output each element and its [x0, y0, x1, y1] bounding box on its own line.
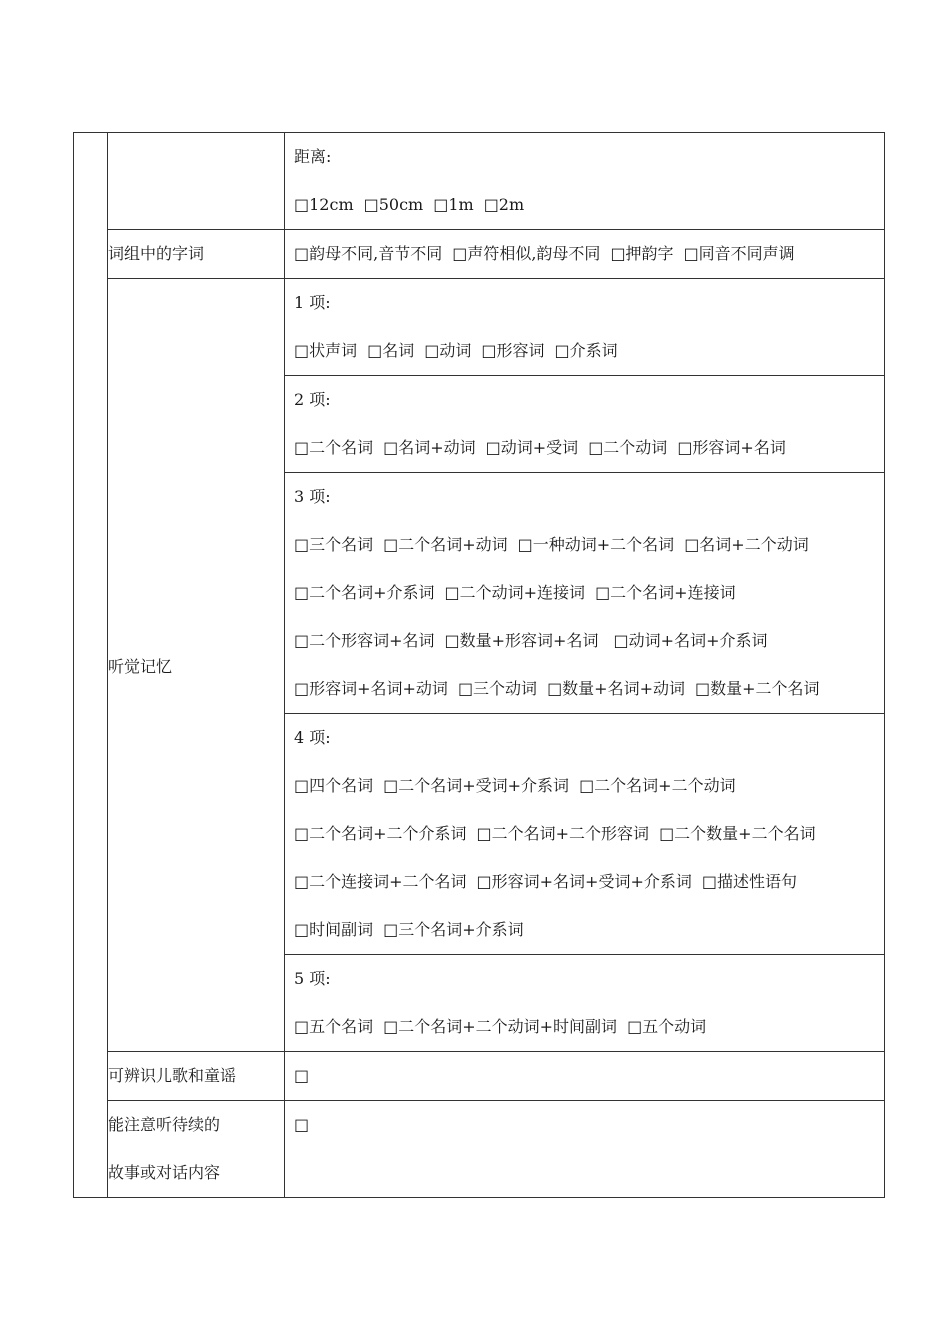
checkbox-option[interactable]: □二个名词+介系词: [294, 583, 435, 602]
item-label-line: 故事或对话内容: [108, 1163, 221, 1182]
checkbox-option[interactable]: □二个名词+二个动词: [579, 776, 736, 795]
item-label-line: 可辨识儿歌和童谣: [108, 1066, 237, 1085]
table-row: [74, 1052, 885, 1101]
checkbox-option[interactable]: □形容词: [481, 341, 545, 360]
group-heading: 4 项:: [294, 728, 331, 747]
checkbox-option[interactable]: □动词+受词: [485, 438, 579, 457]
table-row: [74, 133, 885, 230]
option-line: [285, 376, 884, 424]
checkbox-option[interactable]: □时间副词: [294, 920, 374, 939]
checkbox-option[interactable]: □二个名词+连接词: [595, 583, 736, 602]
option-line: [285, 181, 884, 229]
assessment-table: [73, 132, 885, 1198]
category-column: [74, 133, 108, 1198]
table-row: [74, 279, 885, 376]
option-line: [285, 810, 884, 858]
checkbox-option[interactable]: □名词: [367, 341, 415, 360]
checkbox-option[interactable]: □同音不同声调: [683, 244, 795, 263]
group-heading: 2 项:: [294, 390, 331, 409]
option-line: [285, 714, 884, 762]
checkbox-option[interactable]: □1m: [433, 195, 474, 214]
option-line: [285, 1003, 884, 1051]
checkbox-option[interactable]: □形容词+名词: [677, 438, 786, 457]
checkbox-option[interactable]: □二个名词+二个介系词: [294, 824, 467, 843]
checkbox-option[interactable]: □二个动词+连接词: [444, 583, 586, 602]
option-line: [285, 858, 884, 906]
options-cell: [285, 1052, 885, 1101]
option-line: [285, 665, 884, 713]
option-line: [285, 906, 884, 954]
checkbox-option[interactable]: □二个连接词+二个名词: [294, 872, 467, 891]
option-line: [285, 327, 884, 375]
option-line: [285, 521, 884, 569]
options-cell: [285, 714, 885, 955]
options-cell: [285, 955, 885, 1052]
item-label-line: 词组中的字词: [108, 244, 205, 263]
options-cell: [285, 133, 885, 230]
options-cell: [285, 473, 885, 714]
options-cell: [285, 1101, 885, 1198]
option-line: [285, 762, 884, 810]
checkbox-option[interactable]: □形容词+名词+动词: [294, 679, 448, 698]
options-cell: [285, 376, 885, 473]
option-line: [285, 1149, 884, 1197]
group-heading: 3 项:: [294, 487, 331, 506]
checkbox-option[interactable]: □三个名词+介系词: [383, 920, 524, 939]
option-line: [285, 473, 884, 521]
table-row: [74, 1101, 885, 1198]
checkbox-option[interactable]: □二个名词+二个形容词: [476, 824, 650, 843]
checkbox-option[interactable]: □: [294, 1115, 310, 1134]
options-cell: [285, 279, 885, 376]
checkbox-option[interactable]: □数量+名词+动词: [547, 679, 685, 698]
group-heading: 距离:: [294, 147, 332, 166]
checkbox-option[interactable]: □三个名词: [294, 535, 374, 554]
checkbox-option[interactable]: □二个数量+二个名词: [659, 824, 816, 843]
checkbox-option[interactable]: □数量+形容词+名词: [444, 631, 599, 650]
checkbox-option[interactable]: □三个动词: [457, 679, 538, 698]
option-line: [285, 569, 884, 617]
item-label: [108, 133, 285, 230]
checkbox-option[interactable]: □动词: [424, 341, 472, 360]
checkbox-option[interactable]: □描述性语句: [701, 872, 797, 891]
checkbox-option[interactable]: □五个名词: [294, 1017, 374, 1036]
checkbox-option[interactable]: □数量+二个名词: [695, 679, 820, 698]
checkbox-option[interactable]: □介系词: [554, 341, 618, 360]
checkbox-option[interactable]: □声符相似,韵母不同: [452, 244, 601, 263]
item-label: [108, 1052, 285, 1101]
checkbox-option[interactable]: □2m: [483, 195, 525, 214]
option-line: [285, 1052, 884, 1100]
option-line: [285, 955, 884, 1003]
checkbox-option[interactable]: □动词+名词+介系词: [608, 631, 768, 650]
option-line: [285, 1101, 884, 1149]
option-line: [285, 617, 884, 665]
checkbox-option[interactable]: □押韵字: [610, 244, 674, 263]
checkbox-option[interactable]: □名词+动词: [383, 438, 476, 457]
checkbox-option[interactable]: □二个名词+二个动词+时间副词: [383, 1017, 618, 1036]
item-label: [108, 230, 285, 279]
option-line: [285, 279, 884, 327]
checkbox-option[interactable]: □12cm: [294, 195, 354, 214]
option-line: [285, 133, 884, 181]
checkbox-option[interactable]: □一种动词+二个名词: [517, 535, 675, 554]
group-heading: 5 项:: [294, 969, 331, 988]
checkbox-option[interactable]: □形容词+名词+受词+介系词: [476, 872, 692, 891]
checkbox-option[interactable]: □二个名词+受词+介系词: [383, 776, 570, 795]
checkbox-option[interactable]: □二个名词: [294, 438, 374, 457]
checkbox-option[interactable]: □二个名词+动词: [383, 535, 508, 554]
item-label: 听觉记忆: [108, 279, 285, 1052]
options-cell: [285, 230, 885, 279]
checkbox-option[interactable]: □二个形容词+名词: [294, 631, 435, 650]
table-row: [74, 230, 885, 279]
checkbox-option[interactable]: □四个名词: [294, 776, 374, 795]
checkbox-option[interactable]: □二个动词: [588, 438, 668, 457]
checkbox-option[interactable]: □五个动词: [627, 1017, 707, 1036]
option-line: [285, 424, 884, 472]
checkbox-option[interactable]: □韵母不同,音节不同: [294, 244, 443, 263]
option-line: [285, 230, 884, 278]
item-label-line: 能注意听待续的: [108, 1115, 221, 1134]
group-heading: 1 项:: [294, 293, 331, 312]
item-label: [108, 1101, 285, 1198]
checkbox-option[interactable]: □50cm: [363, 195, 424, 214]
checkbox-option[interactable]: □: [294, 1066, 310, 1085]
checkbox-option[interactable]: □名词+二个动词: [684, 535, 809, 554]
table-body: [74, 133, 885, 1198]
checkbox-option[interactable]: □状声词: [294, 341, 358, 360]
